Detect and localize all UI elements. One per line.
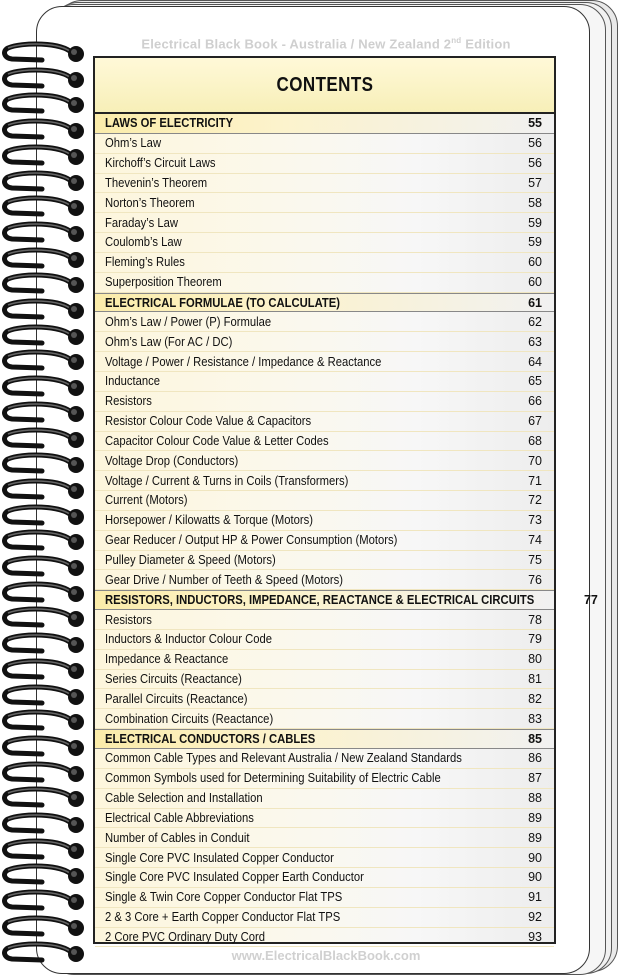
- entry-label: Kirchoff’s Circuit Laws: [105, 156, 216, 171]
- page-number: 56: [528, 136, 542, 151]
- entry-label: Coulomb’s Law: [105, 235, 182, 250]
- page-number: 79: [528, 632, 542, 647]
- entry-label: Norton’s Theorem: [105, 195, 195, 210]
- entry-label: Ohm’s Law: [105, 136, 162, 151]
- contents-entry-row[interactable]: [95, 233, 554, 253]
- entry-label: Gear Reducer / Output HP & Power Consumption (Motors): [105, 533, 398, 548]
- contents-entry-row[interactable]: [95, 471, 554, 491]
- website-footer[interactable]: www.ElectricalBlackBook.com: [231, 948, 421, 963]
- page-number: 73: [528, 513, 542, 528]
- spiral-coil-icon: [2, 143, 88, 169]
- edition-suffix: Edition: [461, 36, 511, 52]
- page-number: 62: [528, 314, 542, 329]
- contents-entry-row[interactable]: [95, 213, 554, 233]
- spiral-coil-icon: [2, 503, 88, 529]
- section-heading-row[interactable]: [95, 590, 598, 610]
- contents-title-bar: [95, 58, 554, 114]
- entry-label: Ohm’s Law (For AC / DC): [105, 334, 233, 349]
- page-number: 63: [528, 334, 542, 349]
- spiral-binding: [0, 40, 92, 960]
- page-number: 91: [528, 890, 542, 905]
- page-number: 87: [528, 771, 542, 786]
- contents-entry-row[interactable]: [95, 868, 554, 888]
- page-number: 74: [528, 533, 542, 548]
- spiral-coil-icon: [2, 554, 88, 580]
- contents-entry-row[interactable]: [95, 253, 554, 273]
- entry-label: Voltage Drop (Conductors): [105, 453, 239, 468]
- contents-entry-row[interactable]: [95, 670, 554, 690]
- page-number: 71: [528, 473, 542, 488]
- spiral-coil-icon: [2, 580, 88, 606]
- spiral-coil-icon: [2, 605, 88, 631]
- contents-entry-row[interactable]: [95, 372, 554, 392]
- entry-label: Fleming’s Rules: [105, 255, 185, 270]
- contents-entry-row[interactable]: [95, 650, 554, 670]
- contents-entry-row[interactable]: [95, 154, 554, 174]
- spiral-coil-icon: [2, 400, 88, 426]
- contents-entry-row[interactable]: [95, 551, 554, 571]
- section-heading-label: ELECTRICAL CONDUCTORS / CABLES: [105, 732, 316, 747]
- spiral-coil-icon: [2, 117, 88, 143]
- contents-entry-row[interactable]: [95, 531, 554, 551]
- spiral-coil-icon: [2, 657, 88, 683]
- entry-label: 2 Core PVC Ordinary Duty Cord: [105, 930, 266, 945]
- spiral-coil-icon: [2, 785, 88, 811]
- section-heading-label: RESISTORS, INDUCTORS, IMPEDANCE, REACTANCE & ELECTRICAL CIRCUITS: [105, 593, 535, 608]
- entry-label: Resistors: [105, 394, 152, 409]
- spiral-coil-icon: [2, 734, 88, 760]
- contents-entry-row[interactable]: [95, 134, 554, 154]
- contents-entry-row[interactable]: [95, 432, 554, 452]
- section-heading-row[interactable]: [95, 729, 554, 749]
- entry-label: Capacitor Colour Code Value & Letter Codes: [105, 433, 329, 448]
- page-number: 66: [528, 394, 542, 409]
- entry-label: Electrical Cable Abbreviations: [105, 810, 254, 825]
- spiral-coil-icon: [2, 683, 88, 709]
- contents-entry-row[interactable]: [95, 392, 554, 412]
- entry-label: 2 & 3 Core + Earth Copper Conductor Flat TPS: [105, 910, 341, 925]
- contents-entry-row[interactable]: [95, 709, 554, 729]
- page-number: 75: [528, 552, 542, 567]
- spiral-coil-icon: [2, 914, 88, 940]
- section-heading-row[interactable]: [95, 293, 554, 313]
- entry-label: Voltage / Current & Turns in Coils (Transformers): [105, 473, 349, 488]
- spiral-coil-icon: [2, 451, 88, 477]
- spiral-coil-icon: [2, 477, 88, 503]
- contents-entry-row[interactable]: [95, 352, 554, 372]
- page-number: 59: [528, 215, 542, 230]
- entry-label: Common Cable Types and Relevant Australia / New Zealand Standards: [105, 751, 462, 766]
- entry-label: Voltage / Power / Resistance / Impedance & Reactance: [105, 354, 382, 369]
- contents-entry-row[interactable]: [95, 332, 554, 352]
- spiral-coil-icon: [2, 888, 88, 914]
- contents-entry-row[interactable]: [95, 689, 554, 709]
- entry-label: Single & Twin Core Copper Conductor Flat TPS: [105, 890, 343, 905]
- contents-entry-row[interactable]: [95, 749, 554, 769]
- contents-entry-row[interactable]: [95, 491, 554, 511]
- entry-label: Number of Cables in Conduit: [105, 830, 250, 845]
- spiral-coil-icon: [2, 528, 88, 554]
- contents-panel: [93, 56, 598, 945]
- spiral-coil-icon: [2, 811, 88, 837]
- spiral-coil-icon: [2, 297, 88, 323]
- page-number: 90: [528, 870, 542, 885]
- entry-label: Thevenin’s Theorem: [105, 175, 208, 190]
- spiral-coil-icon: [2, 40, 88, 66]
- contents-entry-row[interactable]: [95, 174, 554, 194]
- page-number: 85: [528, 732, 542, 747]
- spiral-coil-icon: [2, 374, 88, 400]
- entry-label: Common Symbols used for Determining Suitability of Electric Cable: [105, 771, 441, 786]
- entry-label: Parallel Circuits (Reactance): [105, 691, 248, 706]
- entry-label: Single Core PVC Insulated Copper Earth Conductor: [105, 870, 364, 885]
- contents-entry-row[interactable]: [95, 630, 554, 650]
- spiral-coil-icon: [2, 220, 88, 246]
- entry-label: Ohm’s Law / Power (P) Formulae: [105, 314, 272, 329]
- page-number: 93: [528, 930, 542, 945]
- spiral-coil-icon: [2, 194, 88, 220]
- spiral-coil-icon: [2, 426, 88, 452]
- page-number: 76: [528, 572, 542, 587]
- book-header: [96, 36, 556, 51]
- contents-entry-row[interactable]: [95, 451, 554, 471]
- page-number: 78: [528, 612, 542, 627]
- page-number: 89: [528, 830, 542, 845]
- contents-title: CONTENTS: [276, 73, 373, 96]
- page-number: 83: [528, 711, 542, 726]
- page-number: 55: [528, 116, 542, 131]
- contents-entry-row[interactable]: [95, 610, 554, 630]
- entry-label: Horsepower / Kilowatts & Torque (Motors): [105, 513, 313, 528]
- page-number: 56: [528, 156, 542, 171]
- page-number: 59: [528, 235, 542, 250]
- spiral-coil-icon: [2, 837, 88, 863]
- entry-label: Series Circuits (Reactance): [105, 672, 242, 687]
- contents-entry-row[interactable]: [95, 828, 554, 848]
- section-heading-label: LAWS OF ELECTRICITY: [105, 116, 234, 131]
- spiral-coil-icon: [2, 940, 88, 966]
- page-number: 81: [528, 672, 542, 687]
- entry-label: Inductors & Inductor Colour Code: [105, 632, 272, 647]
- contents-list: [95, 114, 598, 947]
- page-number: 60: [528, 255, 542, 270]
- entry-label: Pulley Diameter & Speed (Motors): [105, 552, 276, 567]
- entry-label: Gear Drive / Number of Teeth & Speed (Motors): [105, 572, 344, 587]
- spiral-coil-icon: [2, 169, 88, 195]
- page-number: 68: [528, 433, 542, 448]
- spiral-coil-icon: [2, 66, 88, 92]
- page-number: 82: [528, 691, 542, 706]
- contents-entry-row[interactable]: [95, 570, 554, 590]
- spiral-coil-icon: [2, 91, 88, 117]
- entry-label: Superposition Theorem: [105, 275, 222, 290]
- edition-superscript: nd: [451, 36, 462, 45]
- contents-entry-row[interactable]: [95, 908, 554, 928]
- spiral-coil-icon: [2, 708, 88, 734]
- page-number: 80: [528, 652, 542, 667]
- contents-entry-row[interactable]: [95, 412, 554, 432]
- page-number: 61: [528, 295, 542, 310]
- page-number: 57: [528, 175, 542, 190]
- entry-label: Cable Selection and Installation: [105, 791, 263, 806]
- contents-entry-row[interactable]: [95, 789, 554, 809]
- page-number: 89: [528, 810, 542, 825]
- entry-label: Combination Circuits (Reactance): [105, 711, 274, 726]
- book-title: Electrical Black Book - Australia / New Zealand 2: [141, 36, 452, 52]
- page-number: 86: [528, 751, 542, 766]
- page-number: 60: [528, 275, 542, 290]
- page-number: 90: [528, 850, 542, 865]
- page-number: 77: [583, 593, 598, 608]
- spiral-coil-icon: [2, 246, 88, 272]
- spiral-coil-icon: [2, 271, 88, 297]
- contents-entry-row[interactable]: [95, 312, 554, 332]
- spiral-coil-icon: [2, 348, 88, 374]
- entry-label: Resistor Colour Code Value & Capacitors: [105, 414, 312, 429]
- page-number: 64: [528, 354, 542, 369]
- entry-label: Impedance & Reactance: [105, 652, 229, 667]
- contents-entry-row[interactable]: [95, 769, 554, 789]
- entry-label: Current (Motors): [105, 493, 188, 508]
- entry-label: Inductance: [105, 374, 161, 389]
- spiral-coil-icon: [2, 323, 88, 349]
- section-heading-label: ELECTRICAL FORMULAE (TO CALCULATE): [105, 295, 340, 310]
- page-number: 65: [528, 374, 542, 389]
- contents-entry-row[interactable]: [95, 888, 554, 908]
- page-number: 88: [528, 791, 542, 806]
- page-number: 72: [528, 493, 542, 508]
- contents-entry-row[interactable]: [95, 273, 554, 293]
- contents-entry-row[interactable]: [95, 809, 554, 829]
- entry-label: Faraday’s Law: [105, 215, 178, 230]
- page-number: 70: [528, 453, 542, 468]
- spiral-coil-icon: [2, 760, 88, 786]
- contents-entry-row[interactable]: [95, 928, 554, 948]
- contents-entry-row[interactable]: [95, 848, 554, 868]
- contents-entry-row[interactable]: [95, 511, 554, 531]
- page-number: 92: [528, 910, 542, 925]
- spiral-coil-icon: [2, 631, 88, 657]
- spiral-coil-icon: [2, 862, 88, 888]
- section-heading-row[interactable]: [95, 114, 554, 134]
- entry-label: Resistors: [105, 612, 152, 627]
- contents-entry-row[interactable]: [95, 193, 554, 213]
- page-number: 58: [528, 195, 542, 210]
- page-number: 67: [528, 414, 542, 429]
- entry-label: Single Core PVC Insulated Copper Conductor: [105, 850, 334, 865]
